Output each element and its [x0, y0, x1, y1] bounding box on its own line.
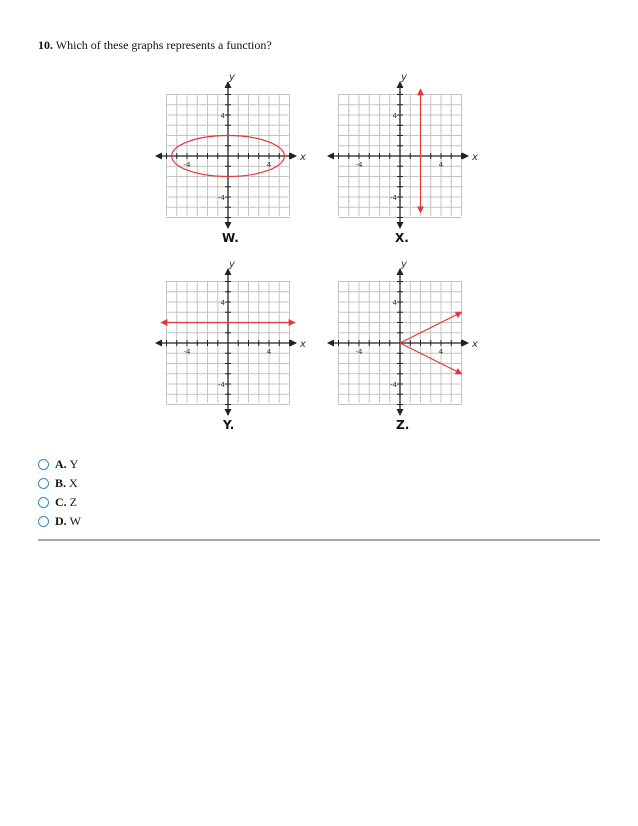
- graph-z-caption: Z.: [396, 418, 410, 432]
- coordinate-plane: [150, 259, 310, 417]
- question-number: 10.: [38, 38, 53, 52]
- question-text: Which of these graphs represents a function?: [53, 38, 272, 52]
- y-tick-label-neg: -4: [390, 381, 397, 389]
- y-tick-label-neg: -4: [218, 381, 225, 389]
- choice-d[interactable]: [38, 512, 81, 531]
- y-axis-label: y: [401, 259, 407, 270]
- radio-button-icon[interactable]: [38, 459, 49, 470]
- section-divider: [38, 539, 600, 541]
- y-tick-label-pos: 4: [392, 112, 397, 120]
- choice-a[interactable]: [38, 455, 81, 474]
- coordinate-plane: [150, 72, 310, 230]
- choice-text: X: [69, 476, 78, 490]
- answer-choices: [38, 455, 81, 531]
- choice-b[interactable]: [38, 474, 81, 493]
- choice-text: Y: [69, 457, 79, 471]
- choice-letter: D.: [55, 514, 67, 528]
- x-tick-label-neg: -4: [183, 161, 191, 169]
- y-tick-label-neg: -4: [218, 194, 225, 202]
- y-axis-label: y: [229, 259, 235, 270]
- x-axis-label: x: [300, 339, 306, 350]
- radio-button-icon[interactable]: [38, 516, 49, 527]
- y-tick-label-pos: 4: [220, 299, 225, 307]
- y-tick-label-pos: 4: [392, 299, 397, 307]
- x-tick-label-pos: 4: [266, 348, 272, 356]
- x-tick-label-pos: 4: [438, 161, 444, 169]
- choice-text: W: [69, 514, 81, 528]
- graph-y: [150, 259, 310, 417]
- graph-w-caption: W.: [222, 231, 239, 245]
- radio-button-icon[interactable]: [38, 497, 49, 508]
- y-tick-label-neg: -4: [390, 194, 397, 202]
- choice-letter: C.: [55, 495, 67, 509]
- y-axis-label: y: [229, 72, 235, 83]
- x-axis-label: x: [472, 339, 478, 350]
- coordinate-plane: [322, 72, 482, 230]
- choice-letter: A.: [55, 457, 67, 471]
- x-axis-label: x: [472, 152, 478, 163]
- graph-y-caption: Y.: [223, 418, 235, 432]
- question-prompt: [38, 38, 272, 53]
- graph-x: [322, 72, 482, 230]
- graph-w: [150, 72, 310, 230]
- x-tick-label-neg: -4: [355, 161, 363, 169]
- x-tick-label-pos: 4: [438, 348, 444, 356]
- graph-x-caption: X.: [395, 231, 409, 245]
- graph-z: [322, 259, 482, 417]
- x-axis-label: x: [300, 152, 306, 163]
- coordinate-plane: [322, 259, 482, 417]
- x-tick-label-neg: -4: [183, 348, 191, 356]
- choice-letter: B.: [55, 476, 67, 490]
- radio-button-icon[interactable]: [38, 478, 49, 489]
- x-tick-label-pos: 4: [266, 161, 272, 169]
- y-tick-label-pos: 4: [220, 112, 225, 120]
- choice-c[interactable]: [38, 493, 81, 512]
- x-tick-label-neg: -4: [355, 348, 363, 356]
- y-axis-label: y: [401, 72, 407, 83]
- choice-text: Z: [69, 495, 78, 509]
